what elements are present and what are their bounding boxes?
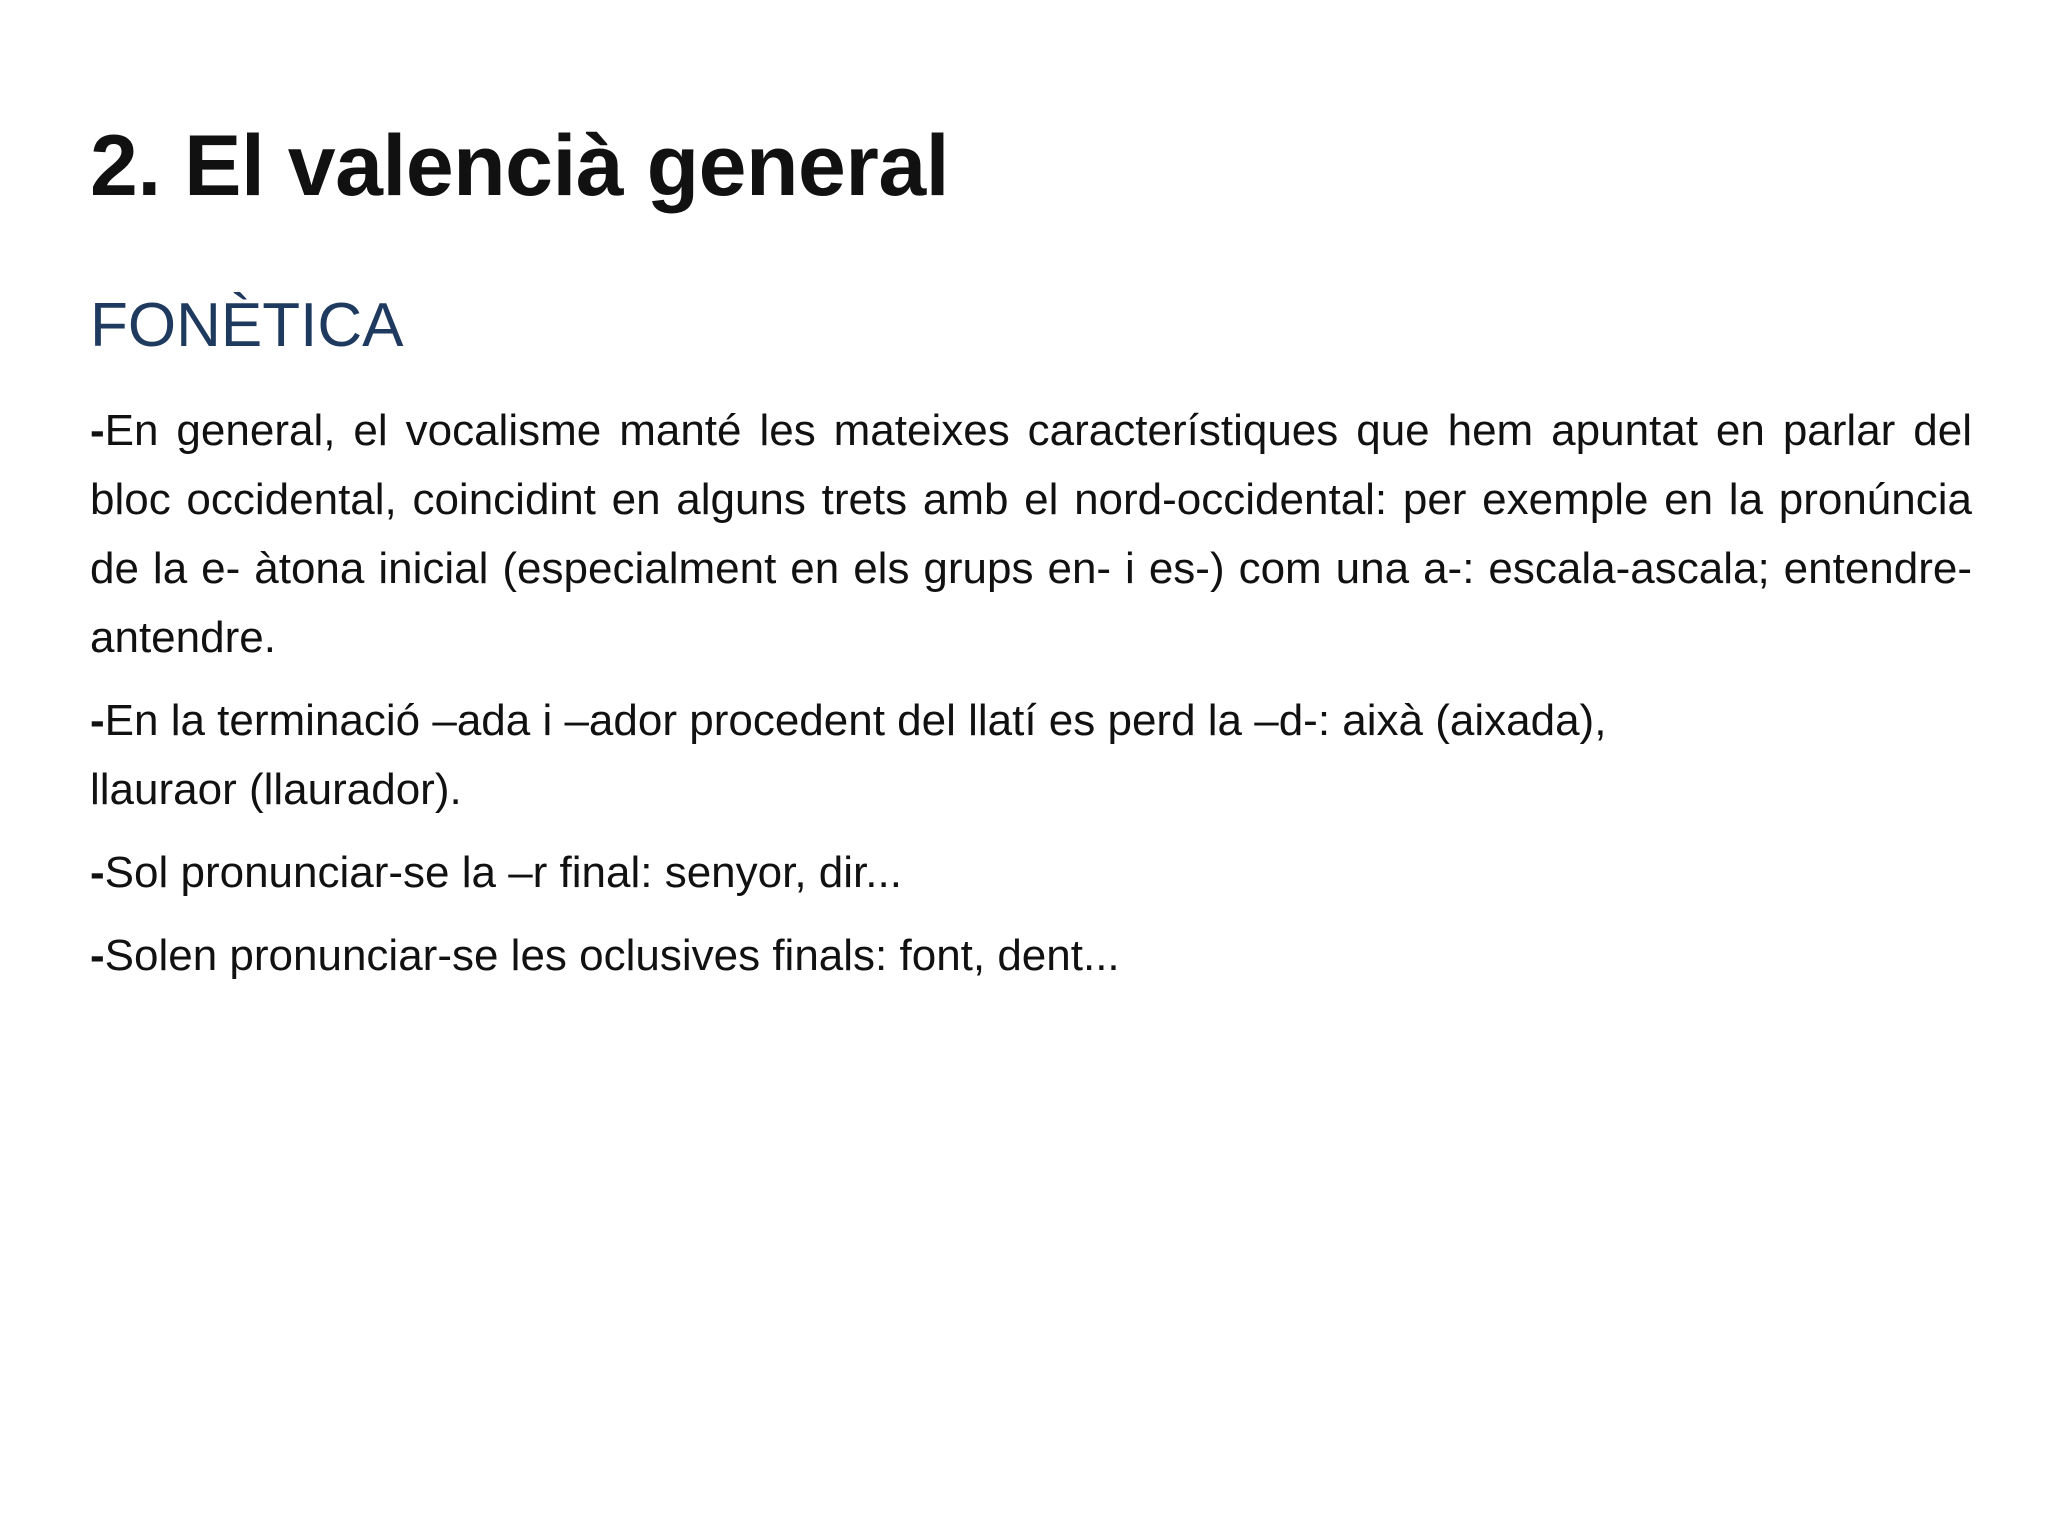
section-heading: FONÈTICA (90, 291, 404, 360)
bullet-text: Sol pronunciar-se la –r final: senyor, dir... (104, 848, 902, 897)
bullet-list (90, 396, 1972, 1004)
bullet-item (90, 686, 1710, 824)
bullet-item (90, 396, 1972, 672)
bullet-marker: - (90, 848, 105, 897)
bullet-marker: - (90, 696, 105, 745)
bullet-text: Solen pronunciar-se les oclusives finals: font, dent... (104, 931, 1120, 980)
bullet-marker: - (90, 406, 105, 455)
bullet-text: En general, el vocalisme manté les mateixes característiques que hem apuntat en parlar del bloc occidental, coincidint en alguns trets amb el nord-occidental: per exemple en la pronúncia de la e- àtona inicial (especialment en els grups en- i es-) com una a-: escala-ascala; entendre-antendre. (90, 406, 1972, 662)
bullet-item (90, 921, 1710, 990)
bullet-text: En la terminació –ada i –ador procedent del llatí es perd la –d-: aixà (aixada), llauraor (llaurador). (90, 696, 1607, 814)
slide-title: 2. El valencià general (90, 118, 950, 214)
bullet-marker: - (90, 931, 105, 980)
bullet-item (90, 838, 1710, 907)
